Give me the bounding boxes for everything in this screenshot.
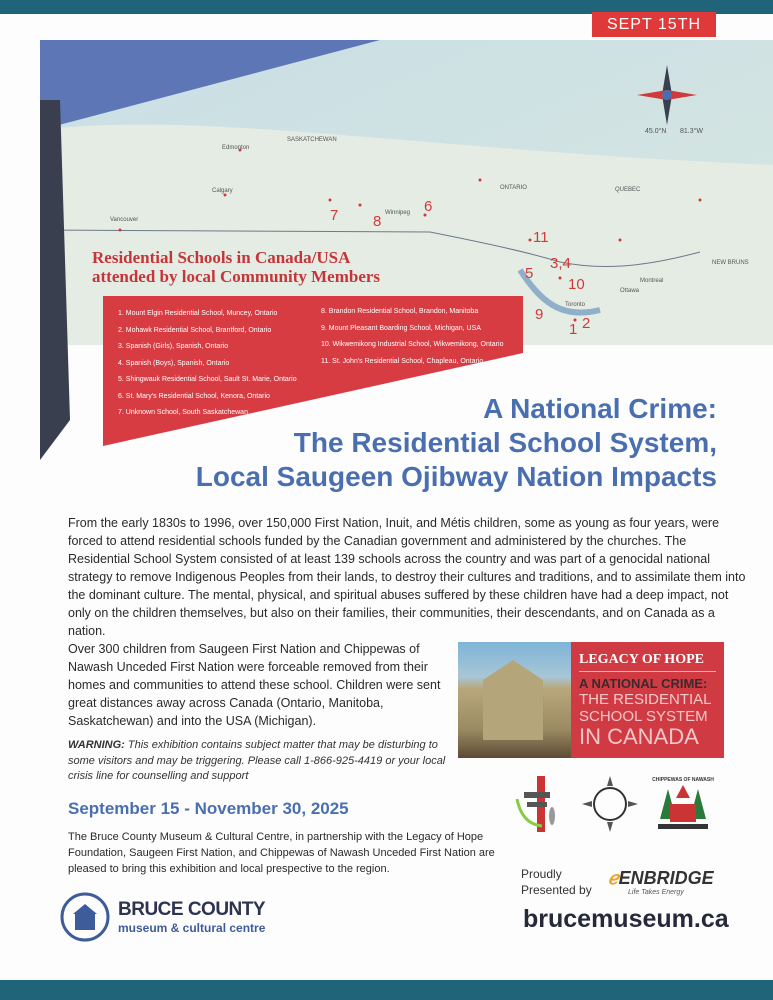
map-label: Winnipeg (385, 210, 411, 216)
enbridge-tagline: Life Takes Energy (628, 889, 684, 896)
school-item: 10. Wikwemikong Industrial School, Wikwemikong, Ontario (321, 341, 504, 348)
sponsor-line: Presented by (521, 883, 592, 897)
enbridge-logo (608, 868, 714, 896)
map-label: Vancouver (110, 217, 139, 223)
warning-label: WARNING: (68, 739, 125, 751)
website-link[interactable]: brucemuseum.ca (523, 905, 729, 933)
sponsor-line: Proudly (521, 867, 562, 881)
compass-lat: 45.0°N (645, 128, 667, 135)
partnership-text: The Bruce County Museum & Cultural Centre, in partnership with the Legacy of Hope Foundation, Saugeen First Nation, and Chippewas of Nawash Unceded First Nation are pleased to bring this exhibition and local prespective to the region. (68, 831, 495, 875)
map-number: 10 (568, 276, 585, 293)
legacy-of-hope-banner (458, 642, 724, 758)
warning-body: This exhibition contains subject matter that may be disturbing to some visitors and may be triggering. Please call 1-866-925-4419 or your local crisis line for counselling and support (68, 739, 446, 782)
page-title (196, 392, 717, 494)
title-line: Local Saugeen Ojibway Nation Impacts (195, 461, 717, 492)
school-item: 2. Mohawk Residential School, Brantford, Ontario (118, 326, 272, 334)
map-headline (92, 248, 380, 286)
map-number: 7 (330, 207, 339, 224)
map-label: ONTARIO (500, 185, 527, 191)
map-label: Toronto (565, 302, 586, 308)
enbridge-name: ENBRIDGE (618, 868, 714, 888)
map-number: 11 (533, 229, 549, 246)
inukshuk-feather-emblem-icon (512, 774, 572, 834)
map-label: Ottawa (620, 288, 640, 294)
chippewas-of-nawash-crest-icon (650, 774, 714, 834)
map-label: Edmonton (222, 145, 250, 151)
school-item: 3. Spanish (Girls), Spanish, Ontario (118, 343, 229, 350)
exhibition-dates: September 15 - November 30, 2025 (68, 799, 349, 818)
logo-line1: BRUCE COUNTY (118, 899, 266, 920)
school-item: 9. Mount Pleasant Boarding School, Michigan, USA (321, 324, 481, 332)
school-item: 5. Shingwauk Residential School, Sault St. Marie, Ontario (118, 376, 297, 383)
warning-text (68, 738, 448, 785)
map-number: 8 (373, 213, 382, 230)
headline-line: Residential Schools in Canada/USA (92, 248, 351, 267)
legacy-line: IN CANADA (579, 724, 699, 749)
school-item: 8. Brandon Residential School, Brandon, Manitoba (321, 308, 479, 315)
title-line: A National Crime: (483, 393, 717, 424)
bottom-bar (0, 980, 773, 1000)
school-item: 1. Mount Elgin Residential School, Muncey, Ontario (118, 310, 278, 317)
crest-text: CHIPPEWAS OF NAWASH (652, 777, 714, 783)
school-item: 11. St. John's Residential School, Chapleau, Ontario (321, 357, 484, 365)
map-label: QUEBEC (615, 187, 641, 193)
map-label: SASKATCHEWAN (287, 137, 337, 143)
bruce-county-logo[interactable] (60, 892, 265, 942)
map-label: Montreal (640, 278, 664, 284)
school-list-right (321, 304, 503, 370)
map-number: 9 (535, 306, 544, 323)
legacy-line: THE RESIDENTIAL (579, 691, 712, 708)
sponsor-label (521, 866, 592, 898)
map-number: 2 (582, 315, 591, 332)
enbridge-swirl-icon: ℯ (608, 868, 619, 888)
map-number: 3,4 (550, 255, 571, 272)
map-label: Calgary (212, 188, 233, 194)
compass-lon: 81.3°W (680, 128, 704, 135)
date-badge: SEPT 15TH (592, 12, 716, 37)
school-item: 7. Unknown School, South Saskatchewan (118, 409, 248, 416)
map-number: 1 (569, 321, 578, 338)
legacy-line: A NATIONAL CRIME: (579, 676, 708, 691)
title-line: The Residential School System, (293, 427, 717, 458)
saugeen-first-nation-emblem-icon (580, 774, 640, 834)
school-item: 4. Spanish (Boys), Spanish, Ontario (118, 359, 230, 367)
map-label: NEW BRUNS (712, 260, 749, 266)
legacy-line: SCHOOL SYSTEM (579, 708, 708, 725)
museum-building-icon (60, 892, 110, 942)
school-item: 6. St. Mary's Residential School, Kenora, Ontario (118, 392, 270, 400)
map-number: 5 (525, 265, 534, 282)
intro-paragraph: From the early 1830s to 1996, over 150,000 First Nation, Inuit, and Métis children, some as young as four years, were forced to attend residential schools funded by the Canadian government and administered by the churches. The Residential School System consisted of at least 139 schools across the country and was part of a genocidal national strategy to remove Indigenous Peoples from their lands, to destroy their cultures and traditions, and to assimilate them into the dominant culture. The mental, physical, and spiritual abuses suffered by these children have had a deep impact, not only on the children themselves, but also on their families, their communities, their descendants, and on Canada as a nation. (68, 516, 746, 638)
logo-line2: museum & cultural centre (118, 921, 266, 935)
map-number: 6 (424, 198, 433, 215)
legacy-org: LEGACY OF HOPE (579, 652, 716, 672)
school-photo (458, 642, 571, 758)
local-paragraph: Over 300 children from Saugeen First Nation and Chippewas of Nawash Unceded First Nation were forceable removed from their homes and communities to attend these school. Children were sent great distances away across Canada (Ontario, Manitoba, Saskatchewan) and into the USA (Michigan). (68, 642, 441, 728)
headline-line: attended by local Community Members (92, 267, 381, 286)
